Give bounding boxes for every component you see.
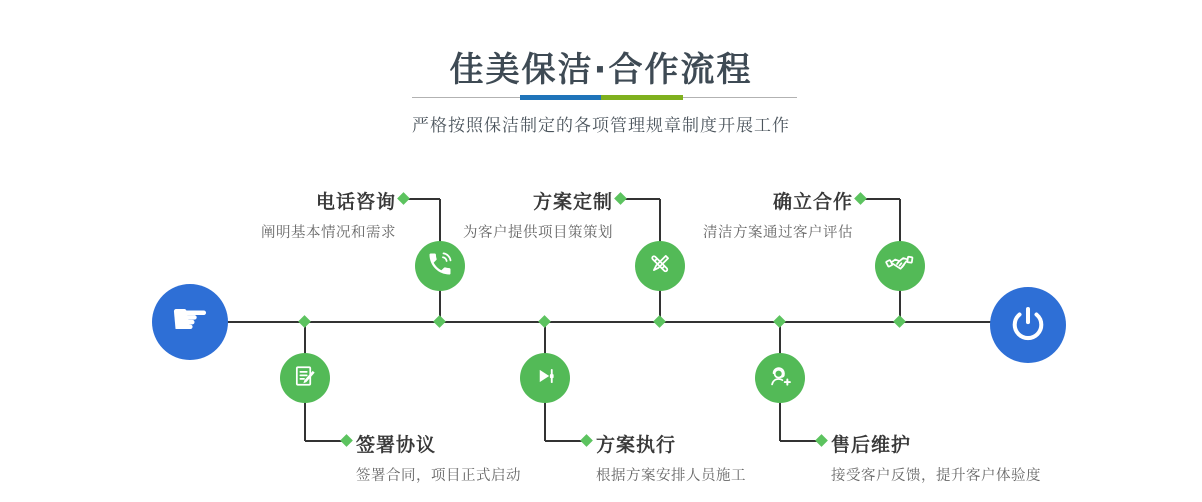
page-title: 佳美保洁·合作流程 bbox=[449, 50, 753, 90]
timeline-node-diamond bbox=[538, 315, 551, 328]
execute-play-icon bbox=[531, 362, 559, 394]
headset-service-icon bbox=[766, 362, 794, 394]
timeline-node-diamond bbox=[773, 315, 786, 328]
step-desc: 阐明基本情况和需求 bbox=[261, 225, 396, 241]
step-label-sign bbox=[356, 430, 636, 485]
step-title: 方案定制 bbox=[532, 191, 613, 213]
step-node-design bbox=[635, 241, 685, 291]
step-desc: 接受客户反馈，提升客户体验度 bbox=[831, 468, 1041, 484]
page-subtitle: 严格按照保洁制定的各项管理规章制度开展工作 bbox=[412, 116, 790, 136]
step-label-design bbox=[393, 187, 613, 242]
step-node-execute bbox=[520, 353, 570, 403]
flow-end-node bbox=[990, 287, 1066, 363]
flow-start-node bbox=[152, 284, 228, 360]
label-diamond bbox=[614, 192, 627, 205]
step-node-phone bbox=[415, 241, 465, 291]
step-node-sign bbox=[280, 353, 330, 403]
step-label-cooperate bbox=[633, 187, 853, 242]
timeline-node-diamond bbox=[653, 315, 666, 328]
design-tools-icon bbox=[646, 250, 674, 282]
step-desc: 为客户提供项目策策划 bbox=[463, 225, 613, 241]
step-desc: 签署合同，项目正式启动 bbox=[356, 468, 521, 484]
step-desc: 根据方案安排人员施工 bbox=[596, 468, 746, 484]
step-node-cooperate bbox=[875, 241, 925, 291]
step-title: 电话咨询 bbox=[315, 191, 396, 213]
step-label-phone bbox=[176, 187, 396, 242]
contract-sign-icon bbox=[291, 362, 319, 394]
label-diamond bbox=[854, 192, 867, 205]
handshake-icon bbox=[885, 249, 915, 283]
step-title: 方案执行 bbox=[596, 434, 677, 456]
pointer-hand-icon: ☛ bbox=[170, 294, 210, 345]
timeline-node-diamond bbox=[433, 315, 446, 328]
step-title: 签署协议 bbox=[356, 434, 437, 456]
phone-call-icon bbox=[426, 250, 454, 282]
step-title: 确立合作 bbox=[772, 191, 853, 213]
timeline-node-diamond bbox=[298, 315, 311, 328]
power-icon bbox=[1007, 302, 1049, 348]
step-desc: 清洁方案通过客户评估 bbox=[703, 225, 853, 241]
label-diamond bbox=[340, 434, 353, 447]
divider-blue-segment bbox=[520, 95, 601, 100]
divider-green-segment bbox=[601, 95, 683, 100]
step-title: 售后维护 bbox=[831, 434, 912, 456]
timeline-node-diamond bbox=[893, 315, 906, 328]
step-node-aftersale bbox=[755, 353, 805, 403]
step-label-aftersale bbox=[831, 430, 1111, 485]
